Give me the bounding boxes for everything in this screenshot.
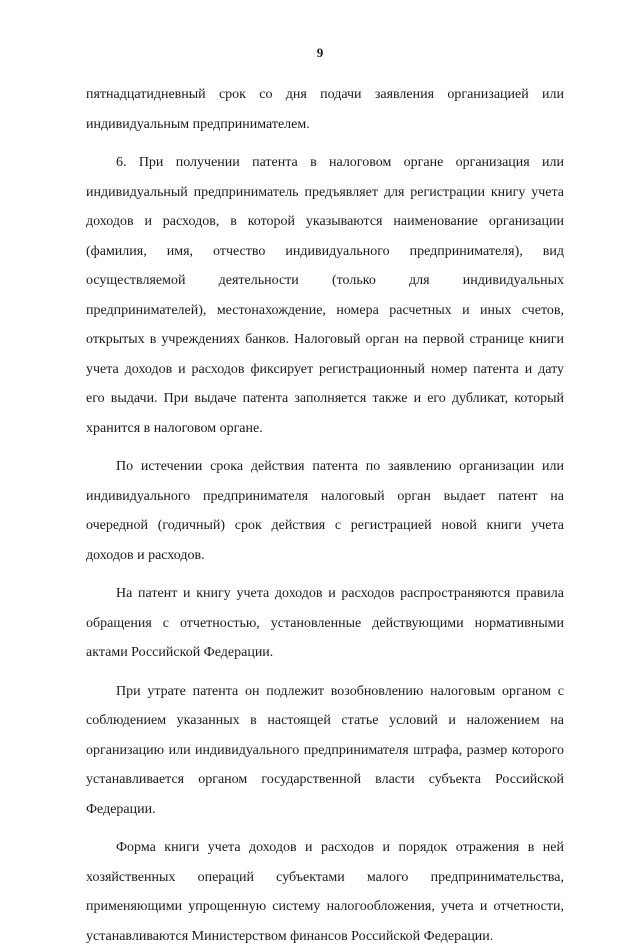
document-body (86, 80, 564, 951)
paragraph-patent-renewal: По истечении срока действия патента по заявлению организации или индивидуального предпринимателя налоговый орган выдает патент на очередной (годичный) срок действия с регистрацией новой книги учета доходов и расходов. (86, 459, 564, 563)
paragraph-continuation: пятнадцатидневный срок со дня подачи заявления организацией или индивидуальным предпринимателем. (86, 87, 564, 132)
paragraph-patent-loss: При утрате патента он подлежит возобновлению налоговым органом с соблюдением указанных в настоящей статье условий и наложением на организацию или индивидуального предпринимателя штрафа, размер которого устанавливается органом государственной власти субъекта Российской Федерации. (86, 683, 564, 817)
page-number: 9 (316, 45, 324, 60)
paragraph-reporting-rules: На патент и книгу учета доходов и расходов распространяются правила обращения с отчетностью, установленные действующими нормативными актами Российской Федерации. (86, 586, 564, 660)
paragraph-item-6: 6. При получении патента в налоговом органе организация или индивидуальный предприниматель предъявляет для регистрации книгу учета доходов и расходов, в которой указываются наименование организации (фамилия, имя, отчество индивидуального предпринимателя), вид осуществляемой деятельности (только для индивидуальных предпринимателей), местонахождение, номера расчетных и иных счетов, открытых в учреждениях банков. Налоговый орган на первой странице книги учета доходов и расходов фиксирует регистрационный номер патента и дату его выдачи. При выдаче патента заполняется также и его дубликат, который хранится в налоговом органе. (86, 155, 564, 436)
paragraph-book-form: Форма книги учета доходов и расходов и порядок отражения в ней хозяйственных операций субъектами малого предпринимательства, применяющими упрощенную систему налогообложения, учета и отчетности, устанавливаются Министерством финансов Российской Федерации. (86, 840, 564, 944)
